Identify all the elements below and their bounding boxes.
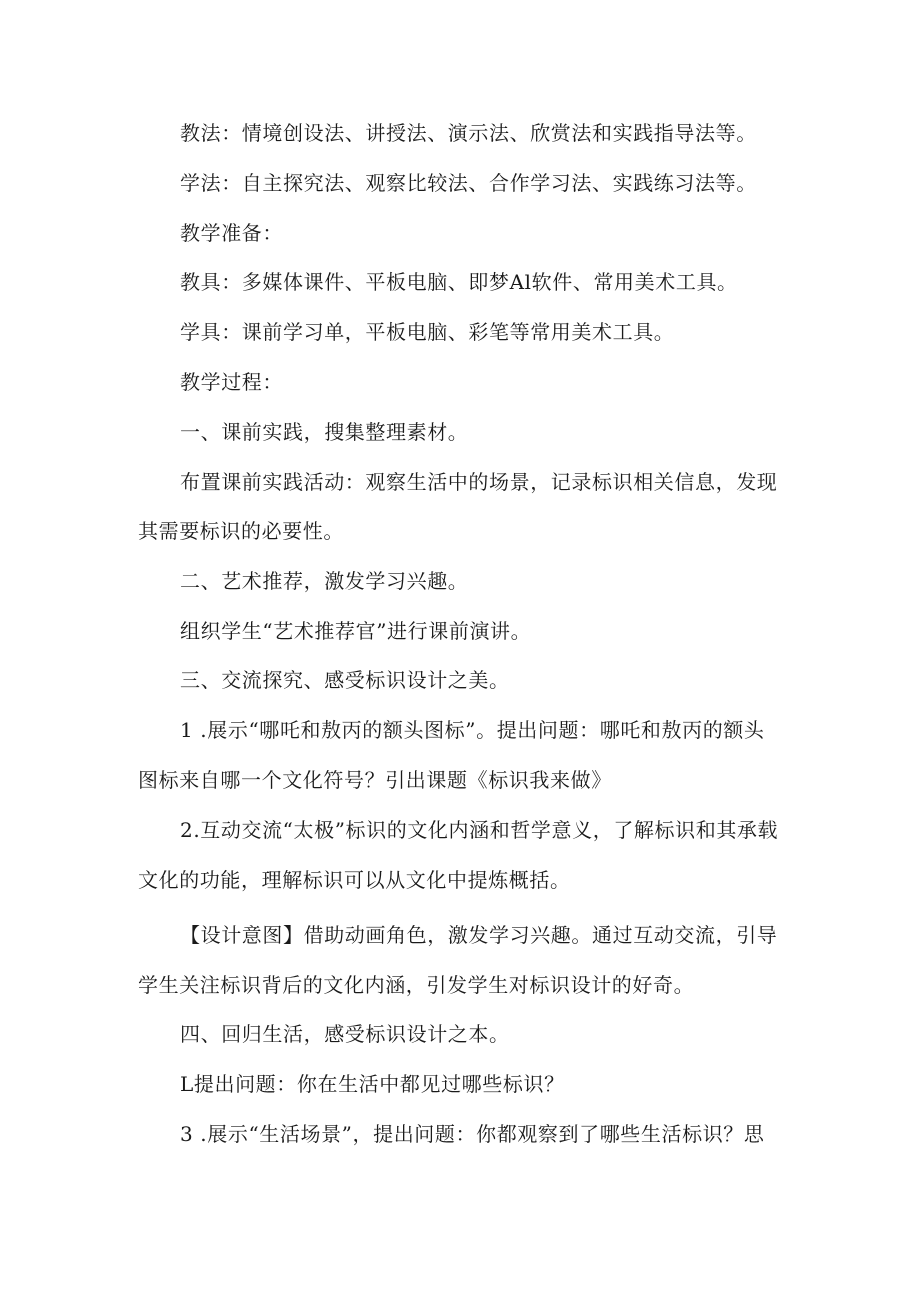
section-four-item-one: L提出问题：你在生活中都见过哪些标识？	[180, 1072, 565, 1096]
section-two-paragraph: 组织学生“艺术推荐官”进行课前演讲。	[180, 619, 532, 643]
section-four-item-three: 3 .展示“生活场景”，提出问题：你都观察到了哪些生活标识？思	[180, 1122, 765, 1146]
item-one-line-2: 图标来自哪一个文化符号？引出课题《标识我来做》	[138, 768, 612, 792]
section-two-heading: 二、艺术推荐，激发学习兴趣。	[180, 569, 469, 593]
section-four-heading: 四、回归生活，感受标识设计之本。	[180, 1022, 510, 1046]
teaching-process-heading: 教学过程：	[180, 370, 283, 394]
item-one-line-1: 1 .展示“哪吒和敖丙的额头图标”。提出问题：哪吒和敖丙的额头	[180, 718, 765, 742]
section-one-paragraph-line-1: 布置课前实践活动：观察生活中的场景，记录标识相关信息，发现	[180, 470, 778, 494]
section-one-paragraph-line-2: 其需要标识的必要性。	[138, 519, 344, 543]
section-three-heading: 三、交流探究、感受标识设计之美。	[180, 668, 510, 692]
learning-methods-line: 学法：自主探究法、观察比较法、合作学习法、实践练习法等。	[180, 171, 757, 195]
learning-tools-line: 学具：课前学习单，平板电脑、彩笔等常用美术工具。	[180, 320, 675, 344]
design-intent-line-2: 学生关注标识背后的文化内涵，引发学生对标识设计的好奇。	[138, 973, 695, 997]
item-two-line-2: 文化的功能，理解标识可以从文化中提炼概括。	[138, 868, 571, 892]
teaching-preparation-heading: 教学准备：	[180, 221, 283, 245]
teaching-methods-line: 教法：情境创设法、讲授法、演示法、欣赏法和实践指导法等。	[180, 121, 757, 145]
item-two-line-1: 2.互动交流“太极”标识的文化内涵和哲学意义，了解标识和其承载	[180, 818, 779, 842]
teaching-tools-line: 教具：多媒体课件、平板电脑、即梦Al软件、常用美术工具。	[180, 270, 738, 294]
design-intent-line-1: 【设计意图】借助动画角色，激发学习兴趣。通过互动交流，引导	[180, 923, 778, 947]
section-one-heading: 一、课前实践，搜集整理素材。	[180, 420, 469, 444]
